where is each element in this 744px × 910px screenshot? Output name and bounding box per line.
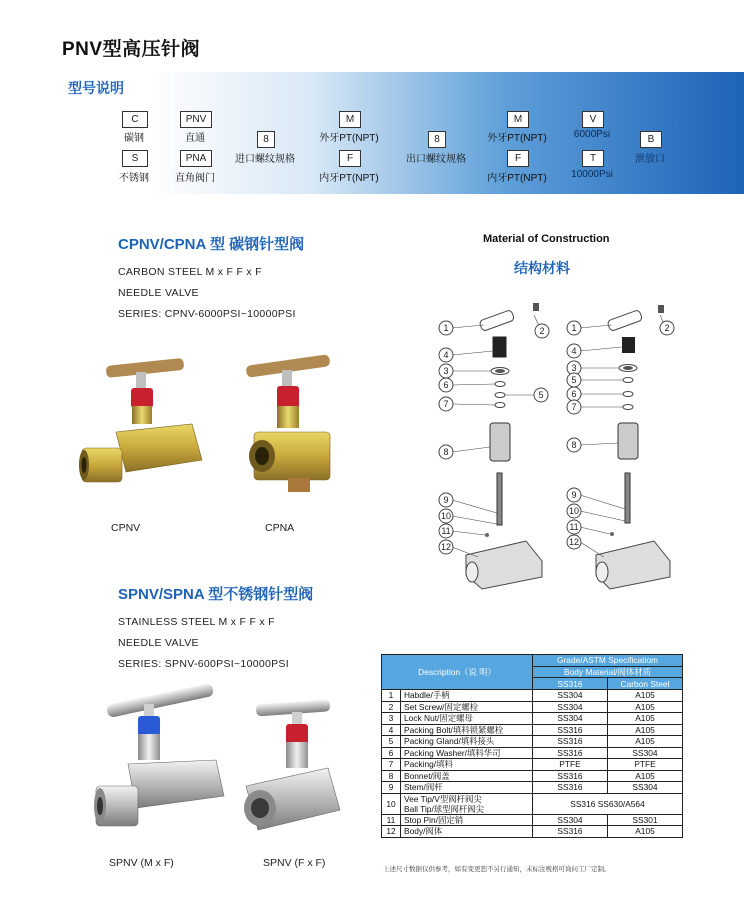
cpna-caption: CPNA — [265, 522, 295, 534]
part-label: 7 — [443, 399, 449, 409]
table-footnote: 上述尺寸数据仅供参考，如有变更恕不另行通知，未标注规格可询问工厂定制。 — [383, 866, 611, 873]
legend-code: B — [640, 131, 662, 148]
part-label: 8 — [571, 440, 577, 450]
part-label: 6 — [443, 380, 449, 390]
row10-desc-vee: Vee Tip/V型阀杆阀尖 — [404, 793, 482, 804]
table-row: 4 Packing Bolt/填料锁紧螺栓 SS316 A105 — [382, 724, 683, 736]
legend-label: 进口螺纹规格 — [235, 154, 295, 165]
spnv-fxf-valve-image — [232, 690, 352, 850]
carbon-section-title: CPNV/CPNA 型 碳钢针型阀 — [118, 236, 305, 253]
row10-desc-ball: Ball Tip/球型阀杆阀尖 — [404, 803, 485, 814]
legend-code: V — [582, 111, 604, 128]
table-header-grade: Grade/ASTM Specificatiom — [533, 655, 683, 667]
table-row: 11 Stop Pin/固定销 SS304 SS301 — [382, 814, 683, 826]
stainless-line: STAINLESS STEEL M x F F x F — [118, 616, 275, 628]
part-label: 4 — [443, 350, 449, 360]
legend-code: F — [339, 150, 361, 167]
part-label: 10 — [440, 511, 452, 521]
part-label: 3 — [571, 363, 577, 373]
legend-label: 外牙PT(NPT) — [319, 133, 379, 144]
stainless-line: SERIES: SPNV-600PSI~10000PSI — [118, 658, 289, 670]
carbon-line: NEEDLE VALVE — [118, 287, 199, 299]
legend-code: 8 — [428, 131, 446, 148]
part-label: 1 — [443, 323, 449, 333]
page-title: PNV型高压针阀 — [62, 39, 201, 60]
part-label: 9 — [443, 495, 449, 505]
part-label: 10 — [568, 506, 580, 516]
carbon-line: CARBON STEEL M x F F x F — [118, 266, 262, 278]
legend-label: 10000Psi — [571, 169, 613, 180]
legend-code: C — [122, 111, 148, 128]
table-row: 1 Habdle/手柄 SS304 A105 — [382, 690, 683, 702]
part-label: 1 — [571, 323, 577, 333]
table-row: 5 Packing Gland/填料接头 SS316 A105 — [382, 736, 683, 748]
part-label: 2 — [539, 326, 545, 336]
legend-label: 6000Psi — [573, 129, 611, 140]
table-header-cs: Carbon Steel — [608, 678, 683, 690]
cpnv-valve-image — [74, 340, 224, 500]
legend-code: M — [339, 111, 361, 128]
legend-code: F — [507, 150, 529, 167]
construction-title-en: Material of Construction — [483, 233, 610, 245]
legend-code: T — [582, 150, 604, 167]
part-label: 7 — [571, 402, 577, 412]
part-label: 8 — [443, 447, 449, 457]
construction-title-cn: 结构材料 — [514, 260, 570, 276]
legend-code: M — [507, 111, 529, 128]
materials-table — [381, 654, 683, 838]
legend-label: 碳钢 — [124, 133, 144, 144]
legend-label: 出口螺纹规格 — [406, 154, 466, 165]
legend-code: S — [122, 150, 148, 167]
part-label: 4 — [571, 346, 577, 356]
part-label: 12 — [440, 542, 452, 552]
table-row: 10 Vee Tip/V型阀杆阀尖 Ball Tip/球型阀杆阀尖 SS316 SS630/A564 — [382, 793, 683, 814]
part-label: 6 — [571, 389, 577, 399]
spnv-mxf-caption: SPNV (M x F) — [109, 857, 174, 869]
table-row: 3 Lock Nut/固定螺母 SS304 A105 — [382, 713, 683, 725]
table-row: 7 Packing/填料 PTFE PTFE — [382, 759, 683, 771]
cpna-valve-image — [232, 350, 342, 510]
legend-label: 直角阀门 — [175, 173, 215, 184]
spnv-fxf-caption: SPNV (F x F) — [263, 857, 326, 869]
part-label: 12 — [568, 537, 580, 547]
legend-label: 内牙PT(NPT) — [319, 173, 379, 184]
table-header-body-material: Body Material/阀体材质 — [533, 666, 683, 678]
stainless-section-title: SPNV/SPNA 型不锈钢针型阀 — [118, 586, 314, 603]
cpnv-caption: CPNV — [111, 522, 141, 534]
model-legend-title: 型号说明 — [68, 80, 124, 96]
carbon-line: SERIES: CPNV-6000PSI~10000PSI — [118, 308, 296, 320]
row10-value: SS316 SS630/A564 — [533, 793, 683, 814]
table-row: 12 Body/阀体 SS316 A105 — [382, 826, 683, 838]
legend-label: 泄放口 — [635, 154, 665, 165]
legend-label: 外牙PT(NPT) — [487, 133, 547, 144]
part-label: 9 — [571, 490, 577, 500]
part-label: 3 — [443, 366, 449, 376]
table-row: 2 Set Screw/固定螺栓 SS304 A105 — [382, 701, 683, 713]
stainless-line: NEEDLE VALVE — [118, 637, 199, 649]
stainless-description — [118, 612, 289, 675]
exploded-diagram — [436, 295, 681, 595]
part-label: 11 — [569, 522, 579, 532]
part-label: 11 — [441, 526, 451, 536]
legend-label: 内牙PT(NPT) — [487, 173, 547, 184]
part-label: 2 — [664, 323, 670, 333]
legend-code: PNV — [180, 111, 212, 128]
legend-label: 直通 — [185, 133, 205, 144]
legend-code: PNA — [180, 150, 212, 167]
carbon-description — [118, 262, 296, 325]
part-label: 5 — [538, 390, 544, 400]
table-row: 6 Packing Washer/填料华司 SS316 SS304 — [382, 747, 683, 759]
table-header-description: Description（说 明） — [382, 655, 533, 690]
table-header-ss: SS316 — [533, 678, 608, 690]
part-label: 5 — [571, 375, 577, 385]
table-row: 8 Bonnet/阀盖 SS316 A105 — [382, 770, 683, 782]
table-row: 9 Stem/阀杆 SS316 SS304 — [382, 782, 683, 794]
spnv-mxf-valve-image — [92, 668, 232, 848]
legend-label: 不锈钢 — [119, 173, 149, 184]
legend-code: 8 — [257, 131, 275, 148]
